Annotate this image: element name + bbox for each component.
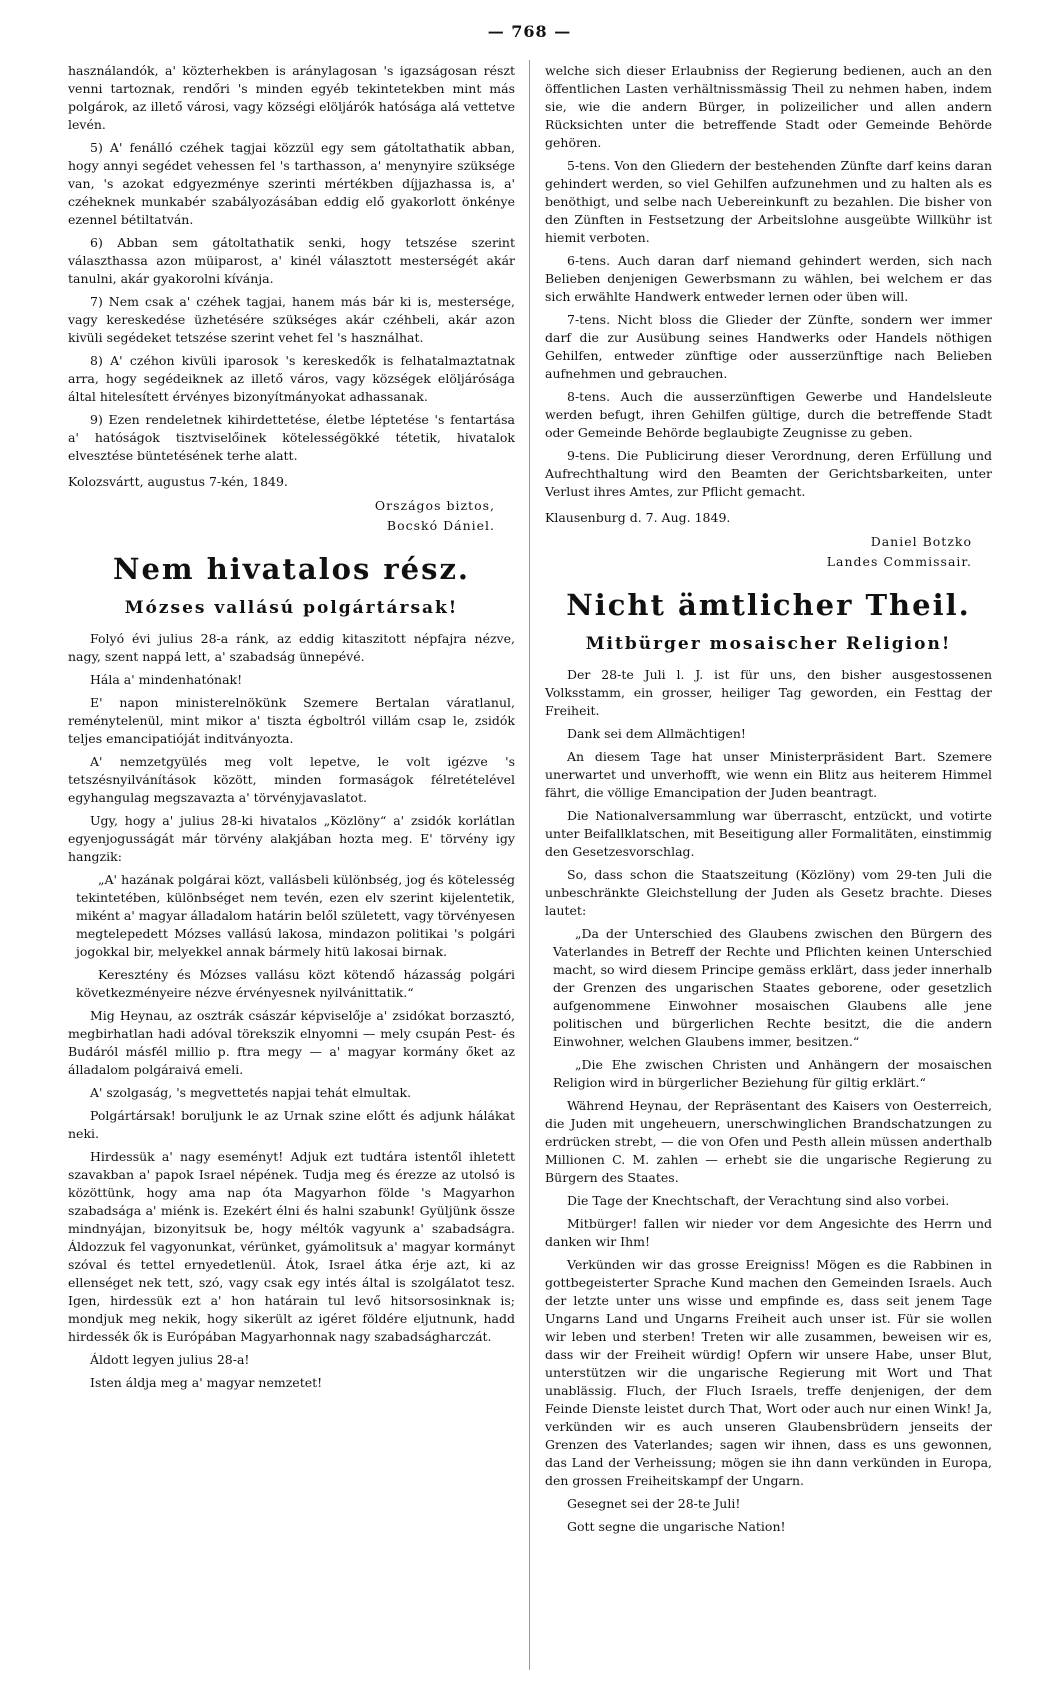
paragraph: 8) A' czéhon kivüli iparosok 's kereskedők is felhatalmaztatnak arra, hogy segédeiknek az illető város, vagy községek elöljárósága által hitelesített érvényes bizonyítmányokat adhassanak. xyxy=(68,353,515,404)
date-line: Klausenburg d. 7. Aug. 1849. xyxy=(545,510,731,525)
german-column xyxy=(545,62,992,1541)
paragraph: 5) A' fenálló czéhek tagjai közzül egy sem gátoltathatik abban, hogy annyi segédet vehessen fel 's tarthasson, a' menynyire szüksége van, 's azokat edgyezménye szerinti mértékben díjjazhassa is, a' czéheknek munkabér szabályozásában eddig elő gyakorlott önkénye ezennel bétiltatván. xyxy=(68,140,515,227)
paragraph: 9-tens. Die Publicirung dieser Verordnung, deren Erfüllung und Aufrechthaltung wird den Beamten der Gerichtsbarkeiten, unter Verlust ihres Amtes, zur Pflicht gemacht. xyxy=(545,448,992,499)
column-divider xyxy=(529,60,530,1670)
paragraph: Während Heynau, der Repräsentant des Kaisers von Oesterreich, die Juden mit ungeheuern, unerschwinglichen Brandschatzungen zu erdrücken strebt, — die von Ofen und Pesth allein müssen anderthalb Millionen C. M. zahlen — erhebt sie die ungarische Regierung zu Bürgern des Staates. xyxy=(545,1098,992,1185)
paragraph: An diesem Tage hat unser Ministerpräsident Bart. Szemere unerwartet und unverhofft, wie wenn ein Blitz aus heiterem Himmel fährt, die völlige Emancipation der Juden beantragt. xyxy=(545,749,992,800)
paragraph: Hála a' mindenhatónak! xyxy=(90,672,243,687)
paragraph: használandók, a' közterhekben is aránylagosan 's igazságosan részt venni tartoznak, rendőri 's minden egyéb tekintetekben mint más polgárok, az illető városi, vagy községi elöljárók hatósága alá vettetve levén. xyxy=(68,63,515,132)
law-quote: „A' hazának polgárai közt, vallásbeli különbség, jog és kötelesség tekintetében, különbséget nem tevén, ezen elv szerint kijelentetik, miként a' magyar álladalom határin belől született, vagy törvényesen megtelepedett Mózses vallású lakosa, mindazon politikai 's polgári jogokkal bir, melyekkel annak bármely hitü lakosai birnak. xyxy=(76,872,515,959)
paragraph: Ugy, hogy a' julius 28-ki hivatalos „Közlöny“ a' zsidók korlátlan egyenjogusságát már törvény alakjában hozta meg. E' törvény igy hangzik: xyxy=(68,813,515,864)
paragraph: Verkünden wir das grosse Ereigniss! Mögen es die Rabbinen in gottbegeisterter Sprache Kund machen den Gemeinden Israels. Auch der letzte unter uns wisse und empfinde es, dass seit jenem Tage Ungarns Land und Ungarns Freiheit auch unser ist. Für sie wollen wir leben und sterben! Treten wir alle zusammen, beweisen wir es, dass wir der Freiheit würdig! Opfern wir unsere Habe, unser Blut, unterstützen wir die ungarische Regierung mit Wort und That unablässig. Fluch, der Fluch Israels, treffe denjenigen, der dem Feinde Dienste leistet durch That, Wort oder auch nur einen Wink! Ja, verkünden wir es auch unseren Glaubensbrüdern jenseits der Grenzen des Vaterlandes; sagen wir ihnen, dass es uns gewonnen, das Land der Verheissung; mögen sie ihn dann verkünden in Europa, den grossen Freiheitskampf der Ungarn. xyxy=(545,1257,992,1488)
section-heading: Nicht ämtlicher Theil. xyxy=(566,588,971,622)
section-heading: Nem hivatalos rész. xyxy=(112,552,471,586)
signature-name: Daniel Botzko xyxy=(870,534,972,549)
paragraph: Mig Heynau, az osztrák császár képviselője a' zsidókat borzasztó, megbirhatlan hadi adóval törekszik elnyomni — mely csupán Pest- és Budáról másfél millio p. ftra megy — a' magyar kormány őket az álladalom polgáraivá emeli. xyxy=(68,1008,515,1077)
paragraph: 7-tens. Nicht bloss die Glieder der Zünfte, sondern wer immer darf die zur Ausübung seines Handwerks oder Handels nöthigen Gehilfen, entweder zünftige oder ausserzünftige nach Belieben aufnehmen und gebrauchen. xyxy=(545,312,992,381)
signature-title: Landes Commissair. xyxy=(826,554,972,569)
law-quote: „Da der Unterschied des Glaubens zwischen den Bürgern des Vaterlandes in Betreff der Rechte und Pflichten keinen Unterschied macht, so wird diesem Principe gemäss erklärt, dass jeder innerhalb der Grenzen des ungarischen Staates geborene, oder gesetzlich aufgenommene Einwohner mosaischen Glaubens alle jene politischen und bürgerlichen Rechte besitzt, die die andern Einwohner, welchen Glaubens immer, besitzen.“ xyxy=(553,926,992,1049)
signature-title: Országos biztos, xyxy=(374,498,495,513)
closing-line: Gott segne die ungarische Nation! xyxy=(567,1519,786,1534)
law-quote: „Die Ehe zwischen Christen und Anhängern der mosaischen Religion wird in bürgerlicher Beziehung für giltig erklärt.“ xyxy=(553,1057,992,1090)
paragraph: welche sich dieser Erlaubniss der Regierung bedienen, auch an den öffentlichen Lasten verhältnissmässig Theil zu nehmen haben, indem sie, wie die andern Bürger, in polizeilicher und allen andern Rücksichten unter die betreffende Stadt oder Gemeinde Behörde gehören. xyxy=(545,63,992,150)
paragraph: Der 28-te Juli l. J. ist für uns, den bisher ausgestossenen Volksstamm, ein grosser, heiliger Tag geworden, ein Festtag der Freiheit. xyxy=(545,667,992,718)
paragraph: A' nemzetgyülés meg volt lepetve, le volt igézve 's tetszésnyilvánítások között, minden formaságok félretételével egyhangulag megszavazta a' törvényjavaslatot. xyxy=(68,754,515,805)
paragraph: 7) Nem csak a' czéhek tagjai, hanem más bár ki is, mestersége, vagy kereskedése üzhetésére szükséges akár czéhbeli, akár azon kivüli segédeket tetszése szerint vehet fel 's használhat. xyxy=(68,294,515,345)
section-subheading: Mózses vallású polgártársak! xyxy=(124,598,459,618)
closing-line: Áldott legyen julius 28-a! xyxy=(90,1352,250,1367)
paragraph: Die Nationalversammlung war überrascht, entzückt, und votirte unter Beifallklatschen, mit Beseitigung aller Formalitäten, einstimmig den Gesetzesvorschlag. xyxy=(545,808,992,859)
law-quote: Keresztény és Mózses vallásu közt kötendő házasság polgári következményeire nézve érvényesnek nyilvánittatik.“ xyxy=(76,967,515,1000)
paragraph: 8-tens. Auch die ausserzünftigen Gewerbe und Handelsleute werden befugt, ihren Gehilfen gültige, durch die betreffende Stadt oder Gemeinde Behörde beglaubigte Zeugnisse zu geben. xyxy=(545,389,992,440)
paragraph: E' napon ministerelnökünk Szemere Bertalan váratlanul, reménytelenül, mint mikor a' tiszta égboltról villám csap le, zsidók teljes emancipatióját inditványozta. xyxy=(68,695,515,746)
page-number: — 768 — xyxy=(487,22,572,41)
paragraph: Polgártársak! boruljunk le az Urnak szine előtt és adjunk hálákat neki. xyxy=(68,1108,515,1141)
closing-line: Gesegnet sei der 28-te Juli! xyxy=(567,1496,741,1511)
paragraph: 5-tens. Von den Gliedern der bestehenden Zünfte darf keins daran gehindert werden, so viel Gehilfen aufzunehmen und zu halten als es benöthigt, und selbe nach Uebereinkunft zu bezahlen. Die bisher von den Zünften in Festsetzung der Arbeitslohne ausgeübte Willkühr ist hiemit verboten. xyxy=(545,158,992,245)
closing-line: Isten áldja meg a' magyar nemzetet! xyxy=(90,1375,323,1390)
date-line: Kolozsvártt, augustus 7-kén, 1849. xyxy=(68,474,288,489)
paragraph: A' szolgaság, 's megvettetés napjai tehát elmultak. xyxy=(90,1085,412,1100)
paragraph: Die Tage der Knechtschaft, der Verachtung sind also vorbei. xyxy=(567,1193,950,1208)
signature-name: Bocskó Dániel. xyxy=(386,518,495,533)
paragraph: Hirdessük a' nagy eseményt! Adjuk ezt tudtára istentől ihletett szavakban a' papok Israel népének. Tudja meg és érezze az utolsó is közöttünk, hogy ama nap óta Magyarhon földe 's Magyarhon szabadsága a' miénk is. Ezekért élni és halni szabunk! Gyüljünk össze mindnyájan, bizonyitsuk be, hogy méltók vagyunk a' szabadságra. Áldozzuk fel vagyonunkat, vérünket, gyámolitsuk a' magyar kormányt szóval és tettel ernyedetlenül. Átok, Israel átka érje azt, ki az ellenséget nek tett, szó, vagy csak egy intés által is szolgálatot tesz. Igen, hirdessük ezt a' hon határain tul levő hitsorsosinknak is; mondjuk meg nekik, hogy sikerült az igéret földére eljutnunk, hadd hirdessék ők is Európában Magyarhonnak nagy szabadságharczát. xyxy=(68,1149,515,1344)
paragraph: 6-tens. Auch daran darf niemand gehindert werden, sich nach Belieben denjenigen Gewerbsmann zu wählen, bei welchem er das sich erwählte Handwerk entweder lernen oder üben will. xyxy=(545,253,992,304)
paragraph: 6) Abban sem gátoltathatik senki, hogy tetszése szerint választhassa azon müiparost, a' kinél választott mesterségét akár tanulni, akár gyakorolni kívánja. xyxy=(68,235,515,286)
paragraph: 9) Ezen rendeletnek kihirdettetése, életbe léptetése 's fentartása a' hatóságok tisztviselőinek kötelességökké tétetik, hivatalok elvesztése büntetésének terhe alatt. xyxy=(68,412,515,463)
hungarian-column xyxy=(68,62,515,1397)
paragraph: So, dass schon die Staatszeitung (Közlöny) vom 29-ten Juli die unbeschränkte Gleichstellung der Juden als Gesetz brachte. Dieses lautet: xyxy=(545,867,992,918)
section-subheading: Mitbürger mosaischer Religion! xyxy=(585,634,952,654)
paragraph: Dank sei dem Allmächtigen! xyxy=(567,726,746,741)
paragraph: Folyó évi julius 28-a ránk, az eddig kitaszitott népfajra nézve, nagy, szent nappá lett, a' szabadság ünnepévé. xyxy=(68,631,515,664)
paragraph: Mitbürger! fallen wir nieder vor dem Angesichte des Herrn und danken wir Ihm! xyxy=(545,1216,992,1249)
